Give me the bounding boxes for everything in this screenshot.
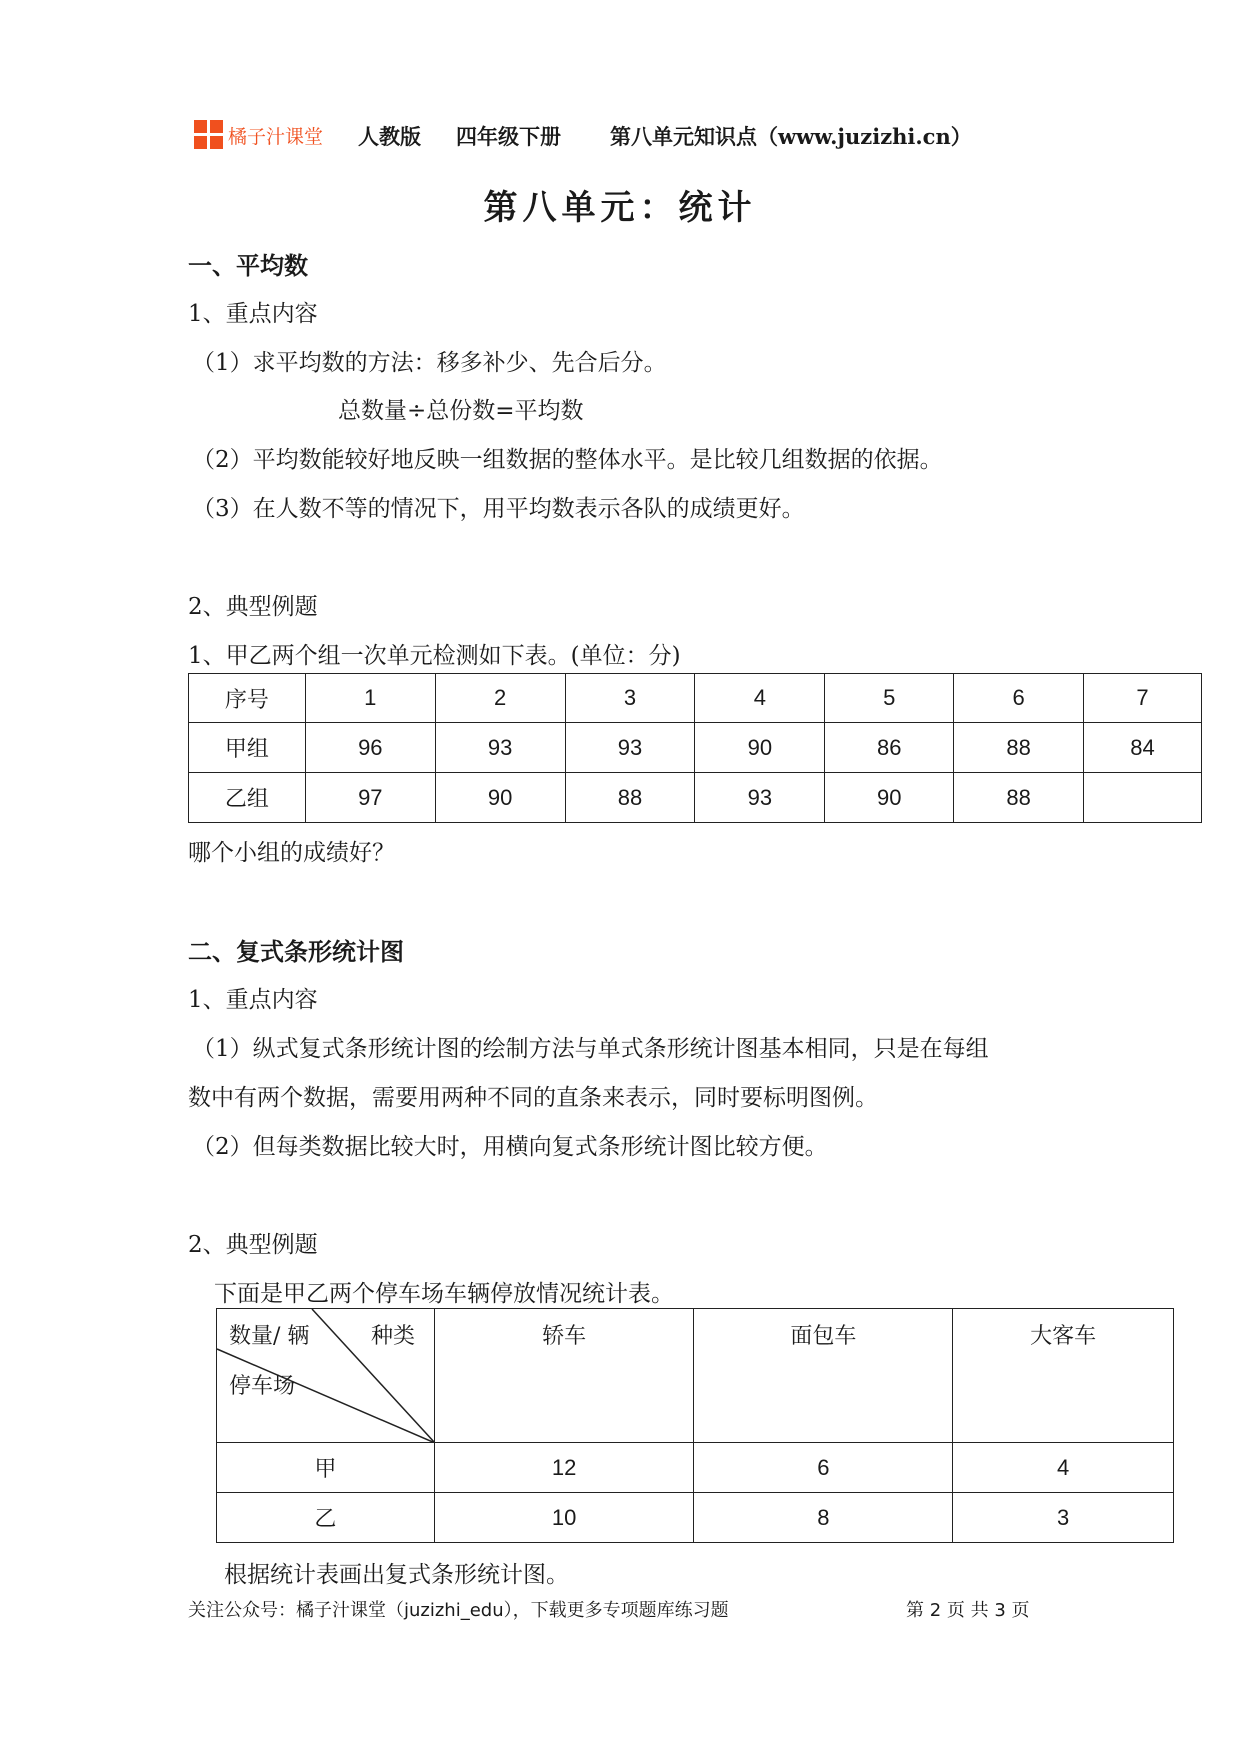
table-header-cell: 面包车 (694, 1309, 953, 1443)
section2-task: 根据统计表画出复式条形统计图。 (224, 1562, 569, 1588)
table-cell: 90 (825, 773, 954, 823)
table-header-cell: 1 (305, 674, 435, 723)
table-cell: 4 (953, 1443, 1174, 1493)
section1-example-heading: 2、典型例题 (188, 594, 318, 620)
table-cell: 90 (435, 773, 565, 823)
table-row-label: 甲组 (189, 723, 306, 773)
table-cell: 90 (695, 723, 825, 773)
table-header-cell: 3 (565, 674, 695, 723)
table-cell: 6 (694, 1443, 953, 1493)
section1-follow-question: 哪个小组的成绩好？ (188, 840, 395, 866)
table-cell: 93 (565, 723, 695, 773)
footer-promo: 关注公众号：橘子汁课堂（juzizhi_edu），下载更多专项题库练习题 (188, 1600, 729, 1621)
table-cell: 93 (435, 723, 565, 773)
diagonal-header-cell (217, 1309, 435, 1443)
table-cell: 3 (953, 1493, 1174, 1543)
section2-key-heading: 1、重点内容 (188, 987, 318, 1013)
page-title: 第八单元：统计 (483, 188, 757, 228)
page-number: 第 2 页 共 3 页 (906, 1600, 1030, 1621)
section1-point1: （1）求平均数的方法：移多补少、先合后分。 (192, 350, 667, 376)
table-cell: 86 (825, 723, 954, 773)
table-row (189, 723, 1202, 773)
table-header-cell: 5 (825, 674, 954, 723)
table-header-cell: 7 (1084, 674, 1202, 723)
score-table (188, 673, 1202, 823)
table-row (217, 1443, 1174, 1493)
logo-text: 橘子汁课堂 (228, 126, 324, 148)
table-cell: 88 (954, 773, 1084, 823)
section1-point2: （2）平均数能较好地反映一组数据的整体水平。是比较几组数据的依据。 (192, 447, 943, 473)
table-cell: 88 (954, 723, 1084, 773)
table-cell: 8 (694, 1493, 953, 1543)
section1-key-heading: 1、重点内容 (188, 301, 318, 327)
section2-example-heading: 2、典型例题 (188, 1232, 318, 1258)
score-table-header (189, 674, 1202, 723)
section2-example-intro: 下面是甲乙两个停车场车辆停放情况统计表。 (214, 1281, 674, 1307)
table-header-cell: 序号 (189, 674, 306, 723)
table-cell (1084, 773, 1202, 823)
section1-point3: （3）在人数不等的情况下，用平均数表示各队的成绩更好。 (192, 496, 805, 522)
table-header-cell: 2 (435, 674, 565, 723)
table-cell: 12 (434, 1443, 694, 1493)
table-row-label: 甲 (217, 1443, 435, 1493)
table-cell: 10 (434, 1493, 694, 1543)
section2-point1-line1: （1）纵式复式条形统计图的绘制方法与单式条形统计图基本相同，只是在每组 (192, 1036, 989, 1062)
average-formula: 总数量÷总份数=平均数 (338, 398, 584, 424)
section2-point2: （2）但每类数据比较大时，用横向复式条形统计图比较方便。 (192, 1134, 828, 1160)
corner-category-label: 种类 (371, 1324, 416, 1349)
table-cell: 93 (695, 773, 825, 823)
table-header-cell: 轿车 (434, 1309, 694, 1443)
header-edition: 人教版 (358, 124, 421, 149)
table-row-label: 乙组 (189, 773, 306, 823)
table-cell: 84 (1084, 723, 1202, 773)
table-row (189, 773, 1202, 823)
table-header-cell: 4 (695, 674, 825, 723)
table-cell: 96 (305, 723, 435, 773)
table-row-label: 乙 (217, 1493, 435, 1543)
section1-heading: 一、平均数 (188, 251, 308, 280)
section2-heading: 二、复式条形统计图 (188, 937, 404, 966)
table-header-cell: 6 (954, 674, 1084, 723)
table-cell: 97 (305, 773, 435, 823)
header-topic: 第八单元知识点（www.juzizhi.cn） (610, 124, 972, 149)
header-grade: 四年级下册 (456, 124, 561, 149)
table-header-cell: 大客车 (953, 1309, 1174, 1443)
section1-example-question: 1、甲乙两个组一次单元检测如下表。(单位：分) (188, 643, 681, 669)
section2-point1-line2: 数中有两个数据，需要用两种不同的直条来表示，同时要标明图例。 (188, 1085, 878, 1111)
corner-lot-label: 停车场 (229, 1374, 296, 1399)
table-cell: 88 (565, 773, 695, 823)
parking-table (216, 1308, 1174, 1543)
table-row (217, 1493, 1174, 1543)
parking-table-header (217, 1309, 1174, 1443)
corner-quantity-label: 数量/ 辆 (229, 1324, 310, 1349)
logo-icon (194, 120, 224, 150)
